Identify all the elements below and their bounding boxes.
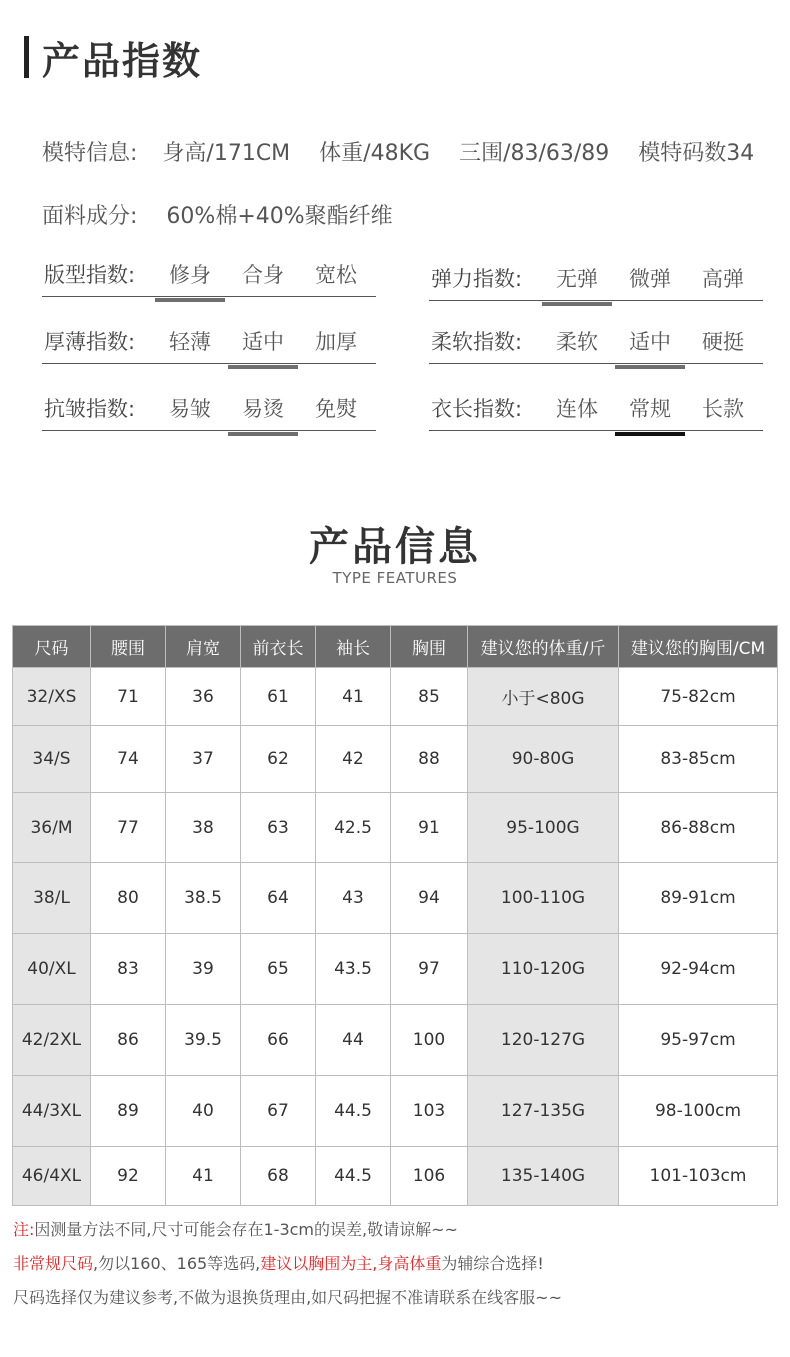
table-cell: 63 [241, 793, 316, 863]
header-size: 尺码 [13, 626, 91, 668]
table-cell: 41 [316, 668, 391, 726]
table-cell: 89-91cm [619, 863, 778, 934]
table-cell: 44.5 [316, 1147, 391, 1206]
elasticity-index [429, 261, 763, 301]
table-cell: 36 [166, 668, 241, 726]
model-weight: 体重/48KG [319, 141, 431, 166]
table-cell: 37 [166, 726, 241, 793]
table-cell: 68 [241, 1147, 316, 1206]
softness-index [429, 324, 763, 364]
table-cell: 77 [91, 793, 166, 863]
length-index [429, 391, 763, 431]
model-size: 模特码数34 [638, 141, 755, 166]
note-text-d: 为辅综合选择! [441, 1254, 544, 1273]
model-info [42, 136, 776, 167]
table-cell: 65 [241, 934, 316, 1005]
table-cell: 91 [391, 793, 468, 863]
table-cell: 62 [241, 726, 316, 793]
header-suggested-bust: 建议您的胸围/CM [619, 626, 778, 668]
header-front-length: 前衣长 [241, 626, 316, 668]
weight-cell: 135-140G [468, 1147, 619, 1206]
table-cell: 83 [91, 934, 166, 1005]
product-info-title: 产品信息 [309, 524, 481, 570]
index-option: 轻薄 [169, 330, 211, 354]
index-option: 柔软 [556, 330, 598, 354]
table-cell: 103 [391, 1076, 468, 1147]
fabric-info [42, 199, 393, 230]
table-cell: 38.5 [166, 863, 241, 934]
table-cell: 42.5 [316, 793, 391, 863]
weight-cell: 127-135G [468, 1076, 619, 1147]
table-row [13, 934, 778, 1005]
table-cell: 42 [316, 726, 391, 793]
note-text: 因测量方法不同,尺寸可能会存在1-3cm的误差,敬请谅解~~ [34, 1220, 458, 1239]
table-cell: 74 [91, 726, 166, 793]
table-cell: 86 [91, 1005, 166, 1076]
size-cell: 34/S [13, 726, 91, 793]
header-suggested-weight: 建议您的体重/斤 [468, 626, 619, 668]
table-cell: 67 [241, 1076, 316, 1147]
index-option-selected: 易烫 [228, 393, 298, 423]
product-info-subtitle: TYPE FEATURES [332, 569, 458, 587]
weight-cell: 110-120G [468, 934, 619, 1005]
size-cell: 32/XS [13, 668, 91, 726]
table-row [13, 726, 778, 793]
size-cell: 46/4XL [13, 1147, 91, 1206]
index-option: 合身 [242, 263, 284, 287]
header-sleeve: 袖长 [316, 626, 391, 668]
title-accent-bar [24, 36, 29, 78]
thickness-index [42, 324, 376, 364]
fit-index [42, 257, 376, 297]
table-cell: 40 [166, 1076, 241, 1147]
index-option: 连体 [556, 397, 598, 421]
table-cell: 39 [166, 934, 241, 1005]
index-option: 宽松 [315, 263, 357, 287]
note-red-c: 建议以胸围为主,身高体重 [260, 1254, 442, 1273]
weight-cell: 95-100G [468, 793, 619, 863]
index-option: 高弹 [702, 267, 744, 291]
wrinkle-index [42, 391, 376, 431]
index-option: 加厚 [315, 330, 357, 354]
note-disclaimer: 尺码选择仅为建议参考,不做为退换货理由,如尺码把握不准请联系在线客服~~ [13, 1288, 562, 1307]
table-row [13, 1147, 778, 1206]
table-cell: 71 [91, 668, 166, 726]
index-option-selected: 修身 [155, 259, 225, 289]
weight-cell: 90-80G [468, 726, 619, 793]
table-row [13, 668, 778, 726]
size-table [12, 625, 778, 1206]
table-cell: 83-85cm [619, 726, 778, 793]
fabric-label: 面料成分: [42, 204, 138, 229]
table-cell: 95-97cm [619, 1005, 778, 1076]
model-info-label: 模特信息: [42, 141, 138, 166]
index-option: 硬挺 [702, 330, 744, 354]
table-cell: 106 [391, 1147, 468, 1206]
table-cell: 101-103cm [619, 1147, 778, 1206]
note-selection [13, 1251, 544, 1274]
table-cell: 92-94cm [619, 934, 778, 1005]
index-label: 厚薄指数: [44, 330, 136, 354]
index-label: 版型指数: [44, 263, 136, 287]
size-cell: 42/2XL [13, 1005, 91, 1076]
size-cell: 36/M [13, 793, 91, 863]
table-row [13, 1005, 778, 1076]
table-cell: 66 [241, 1005, 316, 1076]
index-label: 柔软指数: [431, 330, 523, 354]
weight-cell: 小于<80G [468, 668, 619, 726]
table-cell: 43.5 [316, 934, 391, 1005]
table-cell: 75-82cm [619, 668, 778, 726]
note-text-b: ,勿以160、165等选码, [93, 1254, 261, 1273]
index-label: 弹力指数: [431, 267, 523, 291]
note-prefix: 注: [13, 1220, 35, 1239]
table-cell: 97 [391, 934, 468, 1005]
table-cell: 94 [391, 863, 468, 934]
note-measurement [13, 1217, 458, 1240]
size-cell: 44/3XL [13, 1076, 91, 1147]
table-row [13, 863, 778, 934]
index-label: 衣长指数: [431, 397, 523, 421]
index-option: 微弹 [629, 267, 671, 291]
index-option: 免熨 [315, 397, 357, 421]
model-measurements: 三围/83/63/89 [459, 141, 610, 166]
weight-cell: 120-127G [468, 1005, 619, 1076]
table-cell: 98-100cm [619, 1076, 778, 1147]
index-option-selected: 无弹 [542, 263, 612, 293]
fabric-value: 60%棉+40%聚酯纤维 [166, 204, 393, 229]
table-cell: 86-88cm [619, 793, 778, 863]
table-cell: 64 [241, 863, 316, 934]
table-header-row [13, 626, 778, 668]
table-cell: 80 [91, 863, 166, 934]
table-cell: 61 [241, 668, 316, 726]
table-cell: 44 [316, 1005, 391, 1076]
table-row [13, 793, 778, 863]
header-shoulder: 肩宽 [166, 626, 241, 668]
table-cell: 39.5 [166, 1005, 241, 1076]
header-bust: 胸围 [391, 626, 468, 668]
index-option-selected: 适中 [615, 326, 685, 356]
index-label: 抗皱指数: [44, 397, 136, 421]
table-cell: 85 [391, 668, 468, 726]
index-option-selected: 适中 [228, 326, 298, 356]
page-title: 产品指数 [42, 39, 203, 83]
table-cell: 43 [316, 863, 391, 934]
table-cell: 100 [391, 1005, 468, 1076]
index-option-selected: 常规 [615, 393, 685, 423]
table-cell: 89 [91, 1076, 166, 1147]
table-cell: 92 [91, 1147, 166, 1206]
table-cell: 38 [166, 793, 241, 863]
model-height: 身高/171CM [162, 141, 291, 166]
table-cell: 88 [391, 726, 468, 793]
table-cell: 41 [166, 1147, 241, 1206]
size-cell: 38/L [13, 863, 91, 934]
header-waist: 腰围 [91, 626, 166, 668]
note-red-a: 非常规尺码 [13, 1254, 94, 1273]
size-cell: 40/XL [13, 934, 91, 1005]
index-option: 长款 [702, 397, 744, 421]
table-cell: 44.5 [316, 1076, 391, 1147]
weight-cell: 100-110G [468, 863, 619, 934]
index-option: 易皱 [169, 397, 211, 421]
table-row [13, 1076, 778, 1147]
